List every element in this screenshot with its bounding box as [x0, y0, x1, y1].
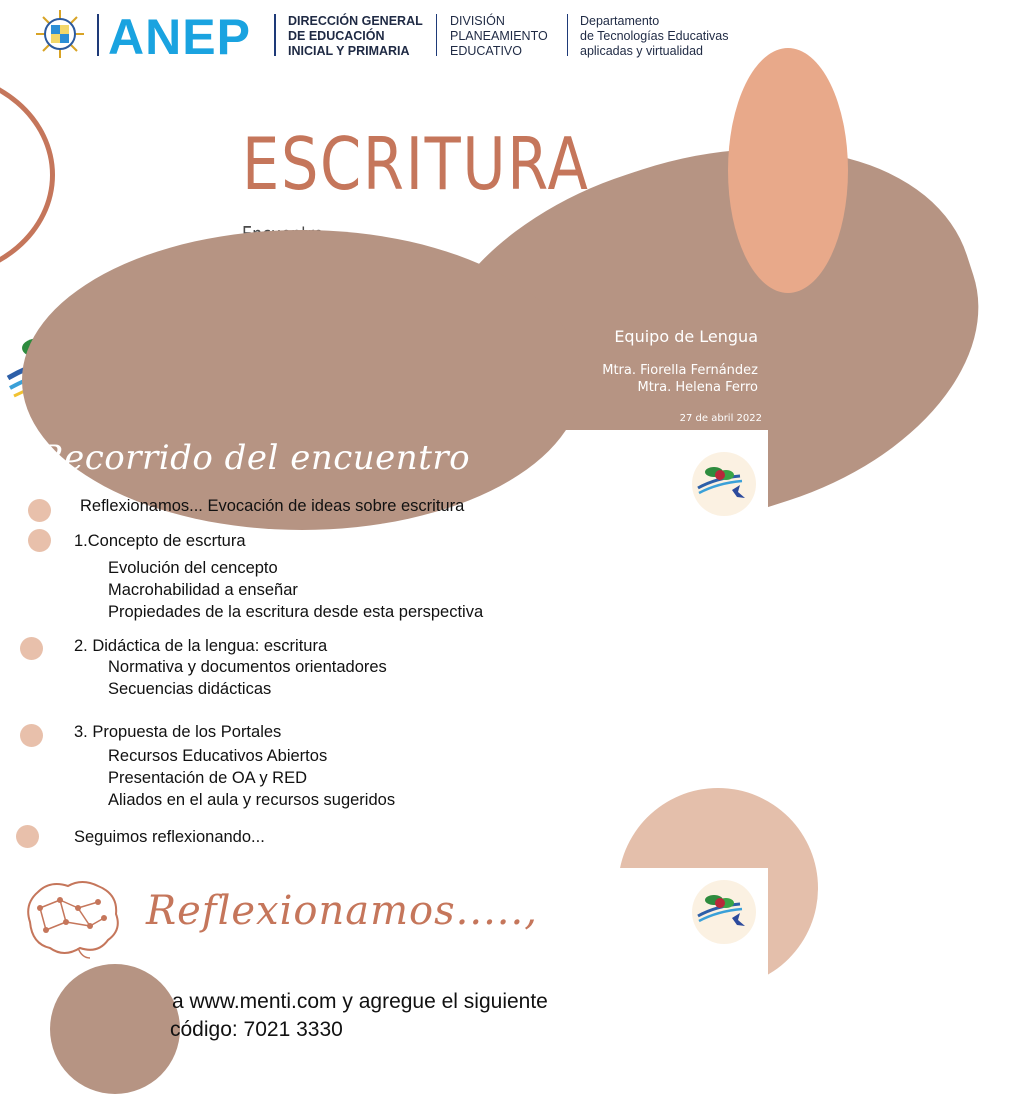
list-item: Normativa y documentos orientadores [108, 658, 387, 676]
list-item: Macrohabilidad a enseñar [108, 581, 298, 599]
anep-logo-text: ANEP [108, 9, 251, 65]
page-title: ESCRITURA [242, 122, 590, 206]
instruction-code: código: 7021 3330 [170, 1018, 343, 1041]
list-item: Secuencias didácticas [108, 680, 272, 698]
brain-icon [20, 878, 124, 960]
portal-logo-icon [692, 880, 756, 944]
header-block-division: DIVISIÓN PLANEAMIENTO EDUCATIVO [450, 14, 548, 58]
agenda-slide [0, 430, 768, 862]
portal-logo-icon [692, 452, 756, 516]
list-item: 1.Concepto de escrtura [74, 532, 246, 550]
header-block-direccion: DIRECCIÓN GENERAL DE EDUCACIÓN INICIAL Y PRIMARIA [288, 14, 423, 58]
team-member: Mtra. Helena Ferro [637, 380, 758, 395]
list-item: Presentación de OA y RED [108, 769, 308, 787]
header-divider [436, 14, 437, 56]
presentation-date: 27 de abril 2022 [679, 413, 762, 424]
decorative-blob-peach [728, 48, 848, 293]
institution-header [0, 0, 768, 70]
list-item: Reflexionamos... Evocación de ideas sobre escritura [80, 497, 465, 515]
team-member: Mtra. Fiorella Fernández [602, 363, 758, 378]
bullet-dot [28, 529, 51, 552]
list-item: Seguimos reflexionando... [74, 828, 265, 846]
bullet-dot [20, 637, 43, 660]
agenda-title: Recorrido del encuentro [38, 438, 471, 478]
decorative-blob-brown [22, 230, 582, 530]
header-divider [97, 14, 99, 56]
header-block-departamento: Departamento de Tecnologías Educativas aplicadas y virtualidad [580, 14, 729, 58]
instruction-text: a www.menti.com y agregue el siguiente [172, 990, 548, 1013]
bullet-dot [28, 499, 51, 522]
decorative-ring [0, 70, 55, 280]
bullet-dot [20, 724, 43, 747]
uruguay-seal-icon [34, 8, 86, 60]
list-item: 2. Didáctica de la lengua: escritura [74, 637, 328, 655]
list-item: Aliados en el aula y recursos sugeridos [108, 791, 396, 809]
reflection-slide [0, 868, 768, 1041]
header-divider [567, 14, 568, 56]
header-divider [274, 14, 276, 56]
reflection-title: Reflexionamos....., [146, 888, 538, 934]
list-item: Evolución del cencepto [108, 559, 278, 577]
team-credits [602, 327, 758, 396]
team-title: Equipo de Lengua [614, 327, 758, 346]
list-item: 3. Propuesta de los Portales [74, 723, 282, 741]
list-item: Recursos Educativos Abiertos [108, 747, 328, 765]
list-item: Propiedades de la escritura desde esta perspectiva [108, 603, 484, 621]
bullet-dot [16, 825, 39, 848]
decorative-blob-brown [50, 964, 180, 1094]
